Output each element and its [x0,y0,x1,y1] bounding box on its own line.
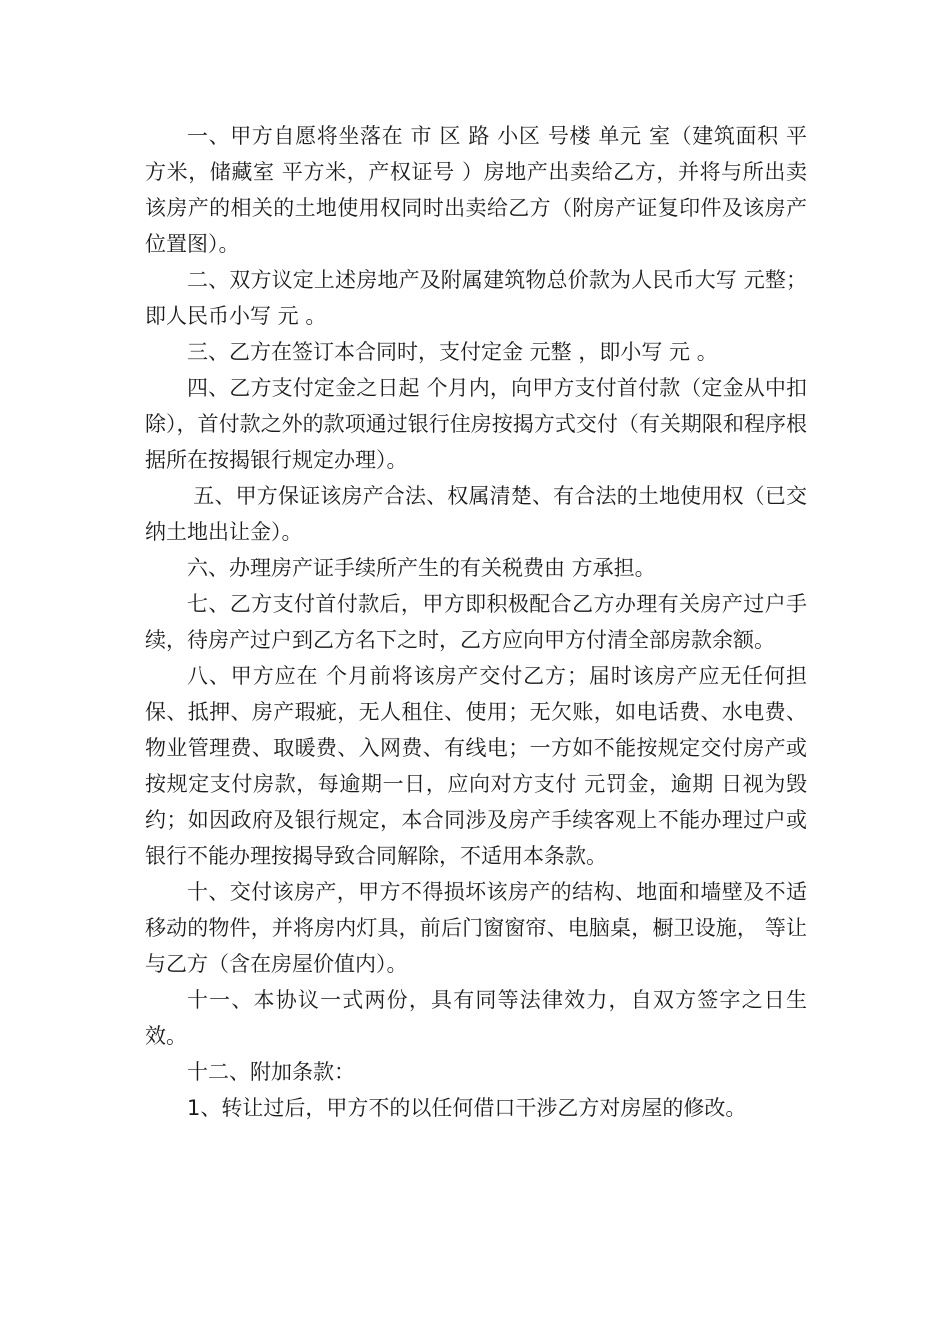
clause-3: 三、乙方在签订本合同时，支付定金 元整 ，即小写 元 。 [187,340,718,364]
clause-10: 十、交付该房产，甲方不得损坏该房产的结构、地面和墙壁及不适移动的物件，并将房内灯具，前后门窗窗帘、电脑桌，橱卫设施， 等让与乙方（含在房屋价值内）。 [145,880,807,976]
clause-8: 八、甲方应在 个月前将该房产交付乙方；届时该房产应无任何担保、抵押、房产瑕疵，无人租住、使用；无欠账，如电话费、水电费、物业管理费、取暖费、入网费、有线电；一方如不能按规定交付房产或按规定支付房款，每逾期一日，应向对方支付 元罚金，逾期 日视为毁约；如因政府及银行规定，本合同涉及房产手续客观上不能办理过户或银行不能办理按揭导致合同解除，不适用本条款。 [145,664,807,868]
clause-6: 六、办理房产证手续所产生的有关税费由 方承担。 [187,556,656,580]
clause-2: 二、双方议定上述房地产及附属建筑物总价款为人民币大写 元整；即人民币小写 元 。 [145,268,807,328]
contract-body [145,118,807,1126]
clause-12-heading: 十二、附加条款： [187,1060,355,1084]
additional-term-1: 1、转让过后，甲方不的以任何借口干涉乙方对房屋的修改。 [187,1096,747,1120]
clause-4: 四、乙方支付定金之日起 个月内，向甲方支付首付款（定金从中扣除），首付款之外的款项通过银行住房按揭方式交付（有关期限和程序根据所在按揭银行规定办理）。 [145,376,807,472]
clause-1: 一、甲方自愿将坐落在 市 区 路 小区 号楼 单元 室（建筑面积 平方米，储藏室 平方米，产权证号 ）房地产出卖给乙方，并将与所出卖该房产的相关的土地使用权同时出卖给乙方（附房产证复印件及该房产位置图）。 [145,124,807,256]
clause-5: 五、甲方保证该房产合法、权属清楚、有合法的土地使用权（已交纳土地出让金）。 [145,484,807,544]
clause-7: 七、乙方支付首付款后，甲方即积极配合乙方办理有关房产过户手续，待房产过户到乙方名下之时，乙方应向甲方付清全部房款余额。 [145,592,807,652]
clause-11: 十一、本协议一式两份，具有同等法律效力，自双方签字之日生效。 [145,988,807,1048]
